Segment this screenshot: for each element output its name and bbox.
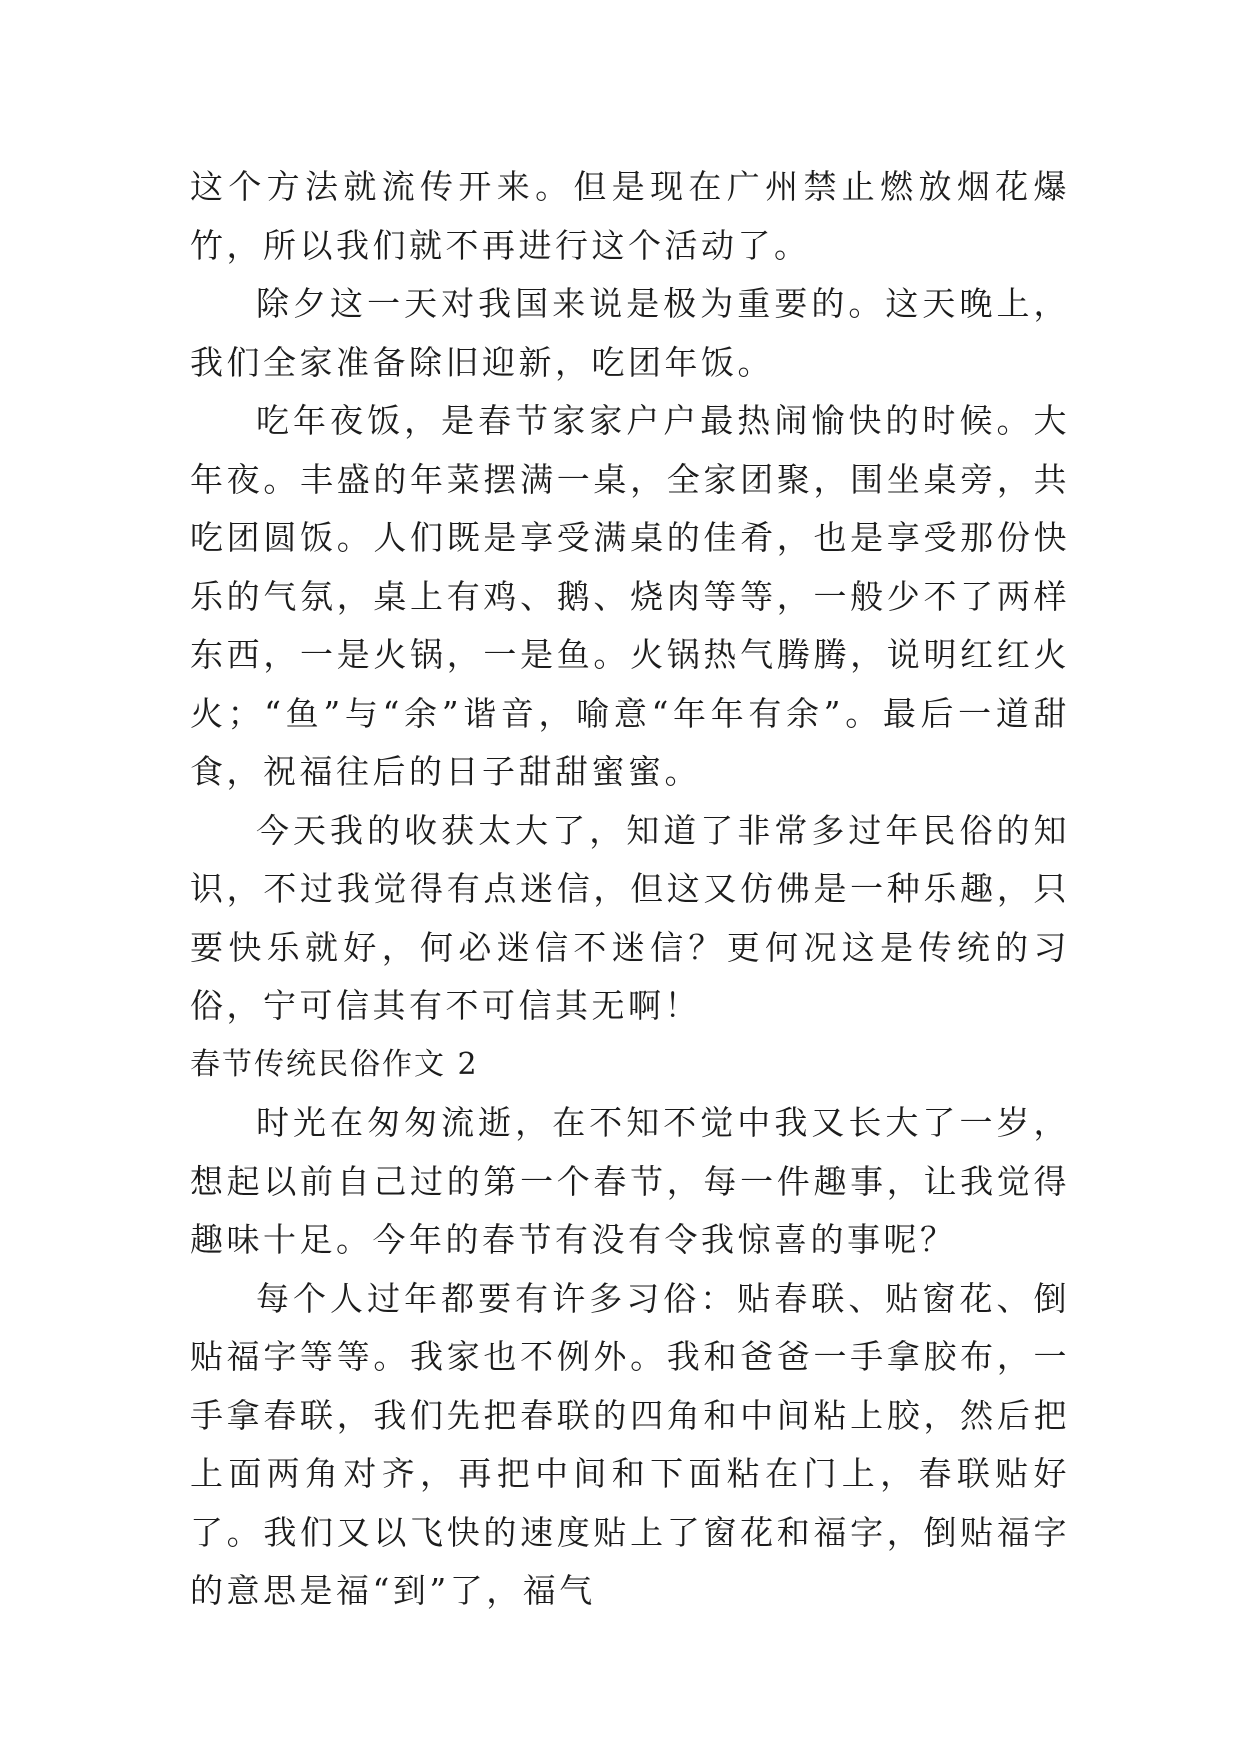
document-body xyxy=(190,158,1070,1621)
paragraph: 时光在匆匆流逝，在不知不觉中我又长大了一岁，想起以前自己过的第一个春节，每一件趣事，让我觉得趣味十足。今年的春节有没有令我惊喜的事呢？ xyxy=(190,1103,1070,1259)
section-heading: 春节传统民俗作文 2 xyxy=(190,1046,479,1082)
paragraph: 今天我的收获太大了，知道了非常多过年民俗的知识，不过我觉得有点迷信，但这又仿佛是一种乐趣，只要快乐就好，何必迷信不迷信？更何况这是传统的习俗，宁可信其有不可信其无啊！ xyxy=(190,810,1070,1025)
paragraph-continuation: 这个方法就流传开来。但是现在广州禁止燃放烟花爆竹，所以我们就不再进行这个活动了。 xyxy=(190,167,1070,265)
paragraph: 吃年夜饭，是春节家家户户最热闹愉快的时候。大年夜。丰盛的年菜摆满一桌，全家团聚，围坐桌旁，共吃团圆饭。人们既是享受满桌的佳肴，也是享受那份快乐的气氛，桌上有鸡、鹅、烧肉等等，一般少不了两样东西，一是火锅，一是鱼。火锅热气腾腾，说明红红火火；“鱼”与“余”谐音，喻意“年年有余”。最后一道甜食，祝福往后的日子甜甜蜜蜜。 xyxy=(190,401,1070,791)
paragraph: 除夕这一天对我国来说是极为重要的。这天晚上，我们全家准备除旧迎新，吃团年饭。 xyxy=(190,284,1070,382)
paragraph: 每个人过年都要有许多习俗：贴春联、贴窗花、倒贴福字等等。我家也不例外。我和爸爸一手拿胶布，一手拿春联，我们先把春联的四角和中间粘上胶，然后把上面两角对齐，再把中间和下面粘在门上，春联贴好了。我们又以飞快的速度贴上了窗花和福字，倒贴福字的意思是福“到”了，福气 xyxy=(190,1278,1070,1610)
